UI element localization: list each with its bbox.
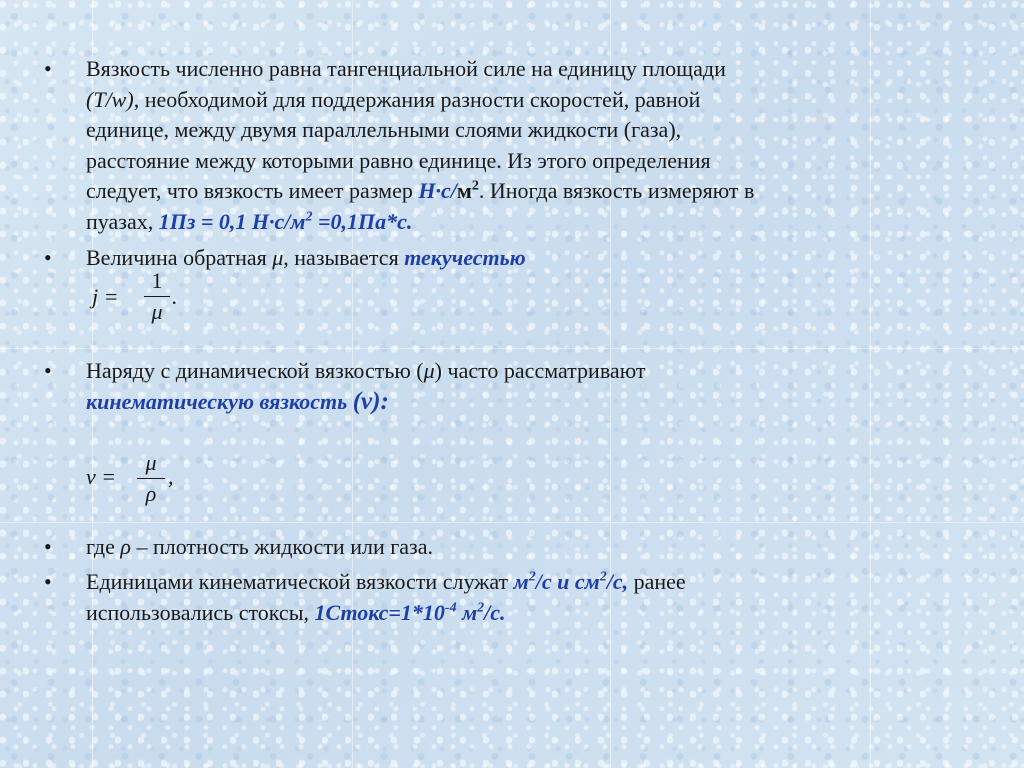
line: использовались стоксы, $1Стокс=1*10^{-4}$ $м^2/с$. — [86, 599, 506, 625]
paragraph-units — [86, 567, 986, 628]
paragraph-fluidity: Величина обратная μ, называется текучестью — [86, 245, 526, 270]
bullet: • — [44, 534, 52, 559]
bullet: • — [44, 569, 52, 594]
line: единице, между двумя параллельными слоями жидкости (газа), — [86, 117, 682, 142]
unit-highlight: Н·с/ — [418, 178, 457, 203]
fluidity-term: текучестью — [404, 245, 526, 270]
line: пуазах, 1Пз = 0,1 $Н\cdot с/м^2 =0,1Па*с$. — [86, 208, 413, 234]
line: (T/w), необходимой для поддержания разности скоростей, равной — [86, 86, 701, 112]
formula-fluidity-fraction: 1 μ — [144, 268, 170, 325]
units-highlight: $м^2/с$ и $см^2/с$, — [513, 569, 629, 594]
bullet: • — [44, 358, 52, 383]
line: Наряду с динамической вязкостью (μ) часто рассматривают — [86, 358, 646, 383]
poise-highlight: 1Пз = 0,1 $Н\cdot с/м^2 =0,1Па*с$. — [158, 208, 413, 234]
formula-fluidity-lhs: j = — [92, 284, 119, 309]
bullet: • — [44, 56, 52, 81]
kinematic-term: кинематическую вязкость — [86, 388, 353, 414]
formula-kinematic-lhs: ν = — [86, 464, 117, 489]
formula-kinematic-tail: , — [168, 464, 174, 489]
line: Единицами кинематической вязкости служат $м^2/с$ и $см^2/с$, ранее — [86, 569, 686, 594]
bullet: • — [44, 245, 52, 270]
paragraph-viscosity-definition — [86, 54, 986, 237]
line: Вязкость численно равна тангенциальной силе на единицу площади — [86, 56, 726, 81]
stokes-highlight: $1Стокс=1*10^{-4}$ $м^2/с$. — [314, 599, 506, 625]
paragraph-density: где ρ – плотность жидкости или газа. — [86, 534, 433, 559]
formula-kinematic-fraction: μ ρ — [137, 450, 165, 507]
line: кинематическую вязкость (ν): — [86, 387, 389, 415]
formula-fluidity-tail: . — [172, 284, 178, 309]
paragraph-kinematic-viscosity — [86, 356, 986, 417]
line: расстояние между которыми равно единице. Из этого определения — [86, 147, 711, 173]
line: следует, что вязкость имеет размер $Н\cdot с/м^2$. Иногда вязкость измеряют в — [86, 178, 755, 203]
